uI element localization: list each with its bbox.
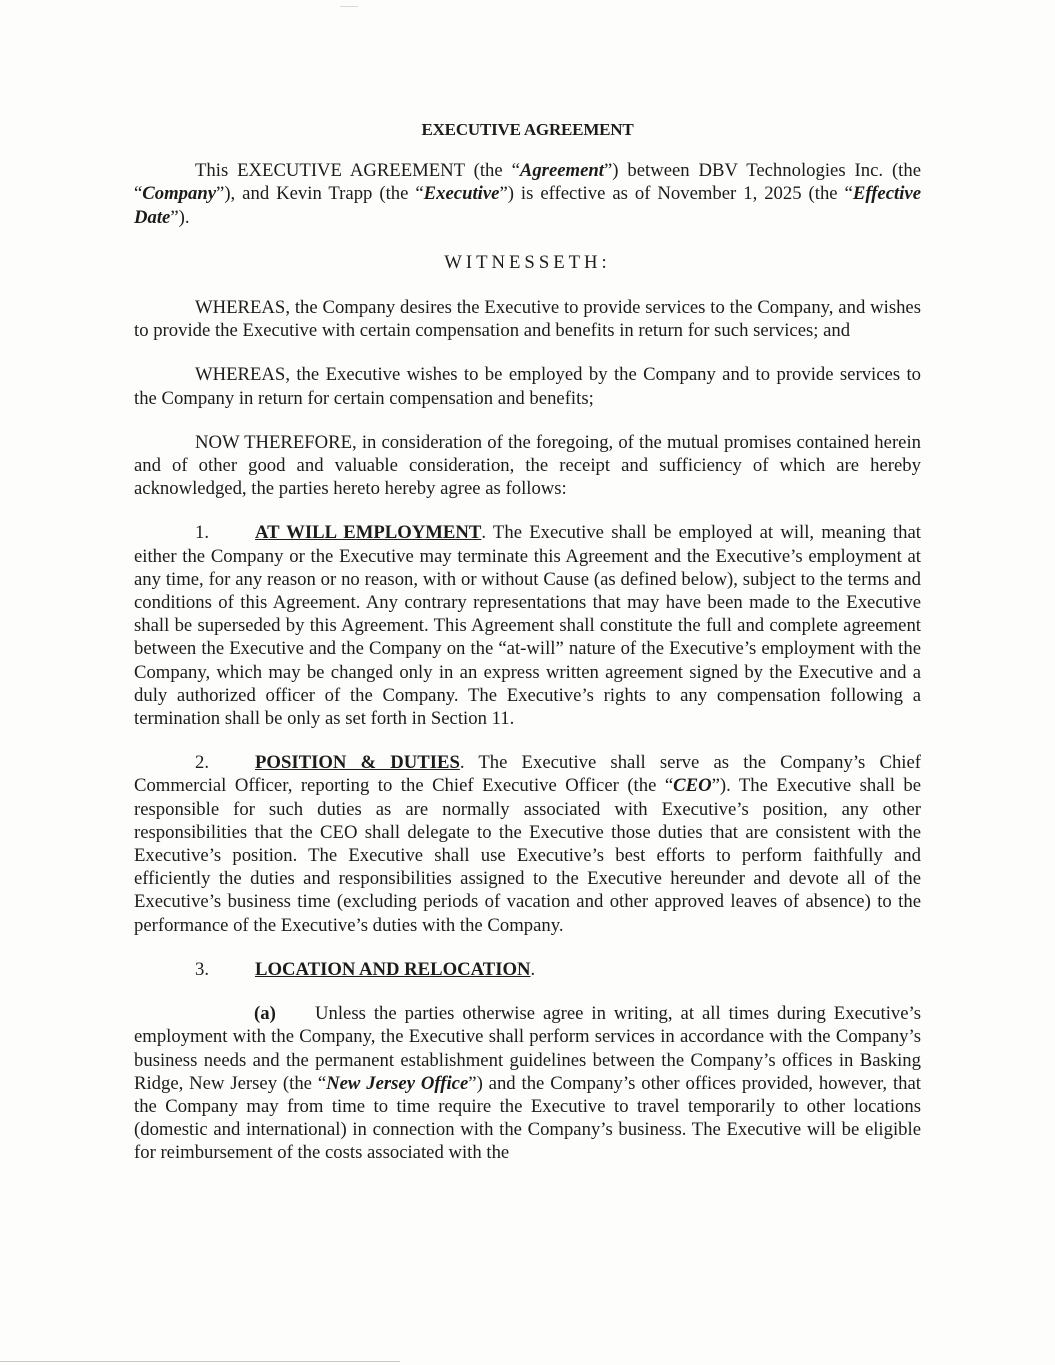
document-title: EXECUTIVE AGREEMENT [421,120,634,139]
now-therefore-paragraph: NOW THEREFORE, in consideration of the foregoing, of the mutual promises contained herein and of other good and valuable consideration, the receipt and sufficiency of which are hereby acknowledged, the parties hereto hereby agree as follows: [134,431,921,500]
document-body [134,118,921,1165]
defined-term-new-jersey-office: New Jersey Office [326,1072,469,1094]
recital-paragraph: WHEREAS, the Executive wishes to be employed by the Company and to provide services to the Company in return for certain compensation and benefits; [134,364,921,409]
section-3-heading: 3. LOCATION AND RELOCATION. [195,958,536,980]
witnesseth-heading: WITNESSETH: [444,251,611,273]
section-2: 2. POSITION & DUTIES. The Executive shall serve as the Company’s Chief Commercial Officer, reporting to the Chief Executive Officer (the “CEO”). The Executive shall be responsible for such duties as are normally associated with Executive’s position, any other responsibilities that the CEO shall delegate to the Executive those duties that are consistent with the Executive’s position. The Executive shall use Executive’s best efforts to perform faithfully and efficiently the duties and responsibilities assigned to the Executive hereunder and devote all of the Executive’s business time (excluding periods of vacation and other approved leaves of absence) to the performance of the Executive’s duties with the Company. [134,752,921,936]
section-heading: LOCATION AND RELOCATION [255,958,531,980]
scan-edge-line [0,1361,400,1362]
section-1: 1. AT WILL EMPLOYMENT. The Executive shall be employed at will, meaning that either the Company or the Executive may terminate this Agreement and the Executive’s employment at any time, for any reason or no reason, with or without Cause (as defined below), subject to the terms and conditions of this Agreement. Any contrary representations that may have been made to the Executive shall be superseded by this Agreement. This Agreement shall constitute the full and complete agreement between the Executive and the Company on the “at-will” nature of the Executive’s employment with the Company, which may be changed only in an express written agreement signed by the Executive and a duly authorized officer of the Company. The Executive’s rights to any compensation following a termination shall be only as set forth in Section 11. [134,522,921,730]
section-number: 1. [195,522,210,544]
defined-term-agreement: Agreement [519,160,604,182]
section-heading: AT WILL EMPLOYMENT [255,522,482,544]
section-number: 2. [195,752,210,774]
section-3a: (a) Unless the parties otherwise agree in writing, at all times during Executive’s employment with the Company, the Executive shall perform services in accordance with the Company’s business needs and the permanent establishment guidelines between the Company’s offices in Basking Ridge, New Jersey (the “New Jersey Office”) and the Company’s other offices provided, however, that the Company may from time to time require the Executive to travel temporarily to other locations (domestic and international) in connection with the Company’s business. The Executive will be eligible for reimbursement of the costs associated with the [134,1003,921,1164]
subsection-label: (a) [254,1003,276,1025]
recital-paragraph: WHEREAS, the Company desires the Executive to provide services to the Company, and wishes to provide the Executive with certain compensation and benefits in return for such services; and [134,297,921,342]
defined-term-effective-date: Effective Date [134,183,921,228]
scan-mark [340,6,358,7]
intro-paragraph: This EXECUTIVE AGREEMENT (the “Agreement”) between DBV Technologies Inc. (the “Company”), and Kevin Trapp (the “Executive”) is effective as of November 1, 2025 (the “Effective Date”). [134,160,921,228]
section-heading: POSITION & DUTIES [255,752,460,774]
defined-term-ceo: CEO [673,775,712,797]
section-number: 3. [195,958,210,980]
defined-term-company: Company [142,183,217,205]
defined-term-executive: Executive [423,183,500,205]
